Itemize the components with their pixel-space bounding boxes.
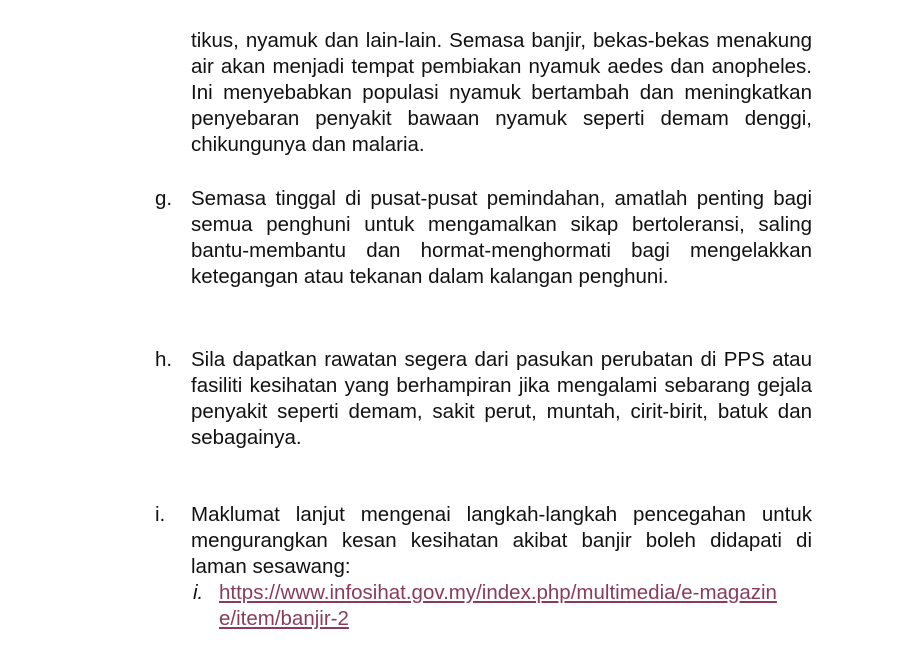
list-item-i bbox=[155, 502, 812, 642]
list-item-g bbox=[155, 186, 812, 290]
intro-paragraph-block bbox=[155, 28, 812, 158]
list-marker-g: g. bbox=[155, 187, 173, 210]
list-item-h bbox=[155, 347, 812, 451]
list-item-i-text: Maklumat lanjut mengenai langkah-langkah pencegahan untuk mengurangkan kesan kesihatan akibat banjir boleh didapati di laman sesawang: bbox=[191, 503, 812, 578]
list-marker-h: h. bbox=[155, 348, 173, 371]
sub-list-marker-i: i. bbox=[193, 581, 204, 604]
infosihat-link[interactable]: https://www.infosihat.gov.my/index.php/multimedia/e-magazine/item/banjir-2 bbox=[219, 581, 777, 630]
list-item-g-text: Semasa tinggal di pusat-pusat pemindahan, amatlah penting bagi semua penghuni untuk mengamalkan sikap bertoleransi, saling bantu-membantu dan hormat-menghormati bagi mengelakkan ketegangan atau tekanan dalam kalangan penghuni. bbox=[191, 187, 812, 288]
list-marker-i: i. bbox=[155, 503, 166, 526]
list-item-h-text: Sila dapatkan rawatan segera dari pasukan perubatan di PPS atau fasiliti kesihatan yang berhampiran jika mengalami sebarang gejala penyakit seperti demam, sakit perut, muntah, cirit-birit, batuk dan sebagainya. bbox=[191, 348, 812, 449]
intro-paragraph: tikus, nyamuk dan lain-lain. Semasa banjir, bekas-bekas menakung air akan menjadi tempat pembiakan nyamuk aedes dan anopheles. Ini menyebabkan populasi nyamuk bertambah dan meningkatkan penyebaran penyakit bawaan nyamuk seperti demam denggi, chikungunya dan malaria. bbox=[191, 29, 812, 156]
